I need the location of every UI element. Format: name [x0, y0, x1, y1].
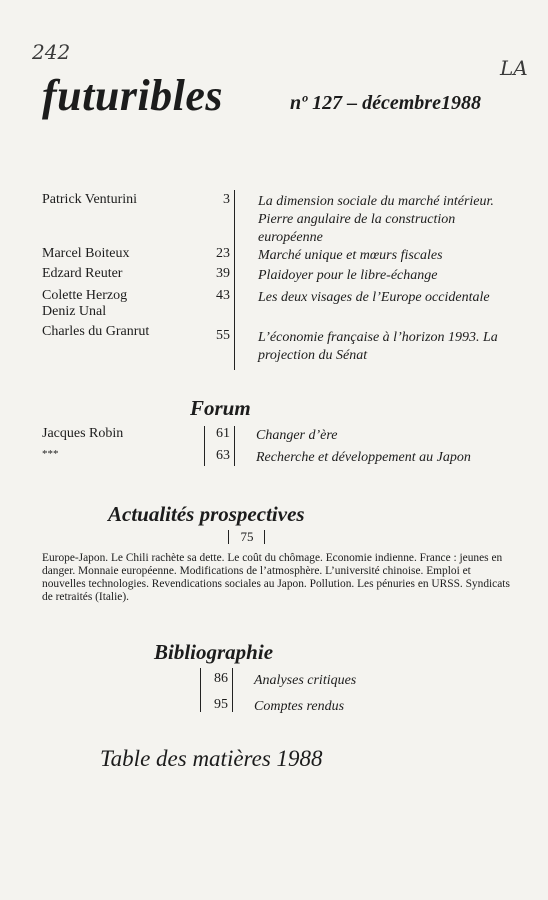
masthead-title: futuribles: [42, 71, 224, 120]
entry-author: ***: [42, 448, 59, 460]
entry-title: Analyses critiques: [254, 673, 357, 688]
issue-number: nº 127 – décembre1988: [290, 92, 481, 114]
entry-title: La dimension sociale du marché intérieur. Pierre angulaire de la construction européenne: [258, 194, 494, 245]
entry-page: 39: [216, 266, 230, 281]
entry-page: 55: [216, 328, 230, 343]
entry-title: Comptes rendus: [254, 699, 345, 714]
entry-page: 95: [214, 697, 228, 712]
entry-page: 3: [223, 192, 230, 207]
entry-page: 61: [216, 426, 230, 441]
entry-author: Charles du Granrut: [42, 324, 150, 339]
actualites-summary: Europe-Japon. Le Chili rachète sa dette. Le coût du chômage. Economie indienne. France : jeunes en danger. Monnaie européenne. Modifications de l’atmosphère. L’université chinoise. Emploi et nouvelles technologies. Revendications sociales au Japon. Pollution. Les pénuries en URSS. Syndicats de retraités (Italie).: [42, 552, 510, 603]
entry-page: 63: [216, 448, 230, 463]
column-rule: [234, 426, 235, 466]
column-rule: [228, 530, 229, 544]
entry-title: Plaidoyer pour le libre-échange: [258, 268, 438, 283]
actualites-heading: Actualités prospectives: [108, 502, 305, 526]
entry-author: Edzard Reuter: [42, 266, 123, 281]
entry-author: Patrick Venturini: [42, 192, 138, 207]
entry-page: 43: [216, 288, 230, 303]
entry-title: L’économie française à l’horizon 1993. La projection du Sénat: [258, 330, 498, 363]
column-rule: [232, 668, 233, 712]
handwritten-number: 242: [32, 40, 71, 64]
entry-author: Jacques Robin: [42, 426, 124, 441]
column-rule: [200, 668, 201, 712]
handwritten-initials: LA: [500, 56, 528, 80]
table-heading: Table des matières 1988: [100, 746, 323, 771]
entry-title: Recherche et développement au Japon: [256, 450, 471, 465]
entry-title: Les deux visages de l’Europe occidentale: [258, 290, 490, 305]
column-rule: [234, 190, 235, 370]
entry-author-second: Deniz Unal: [42, 304, 107, 319]
entry-title: Marché unique et mœurs fiscales: [258, 248, 443, 263]
bibliographie-heading: Bibliographie: [154, 640, 274, 664]
actualites-page: 75: [240, 529, 254, 544]
forum-heading: Forum: [190, 396, 251, 420]
entry-page: 86: [214, 671, 228, 686]
entry-author: Colette Herzog: [42, 288, 128, 303]
entry-author: Marcel Boiteux: [42, 246, 130, 261]
entry-page: 23: [216, 246, 230, 261]
entry-title: Changer d’ère: [256, 428, 338, 443]
column-rule: [264, 530, 265, 544]
